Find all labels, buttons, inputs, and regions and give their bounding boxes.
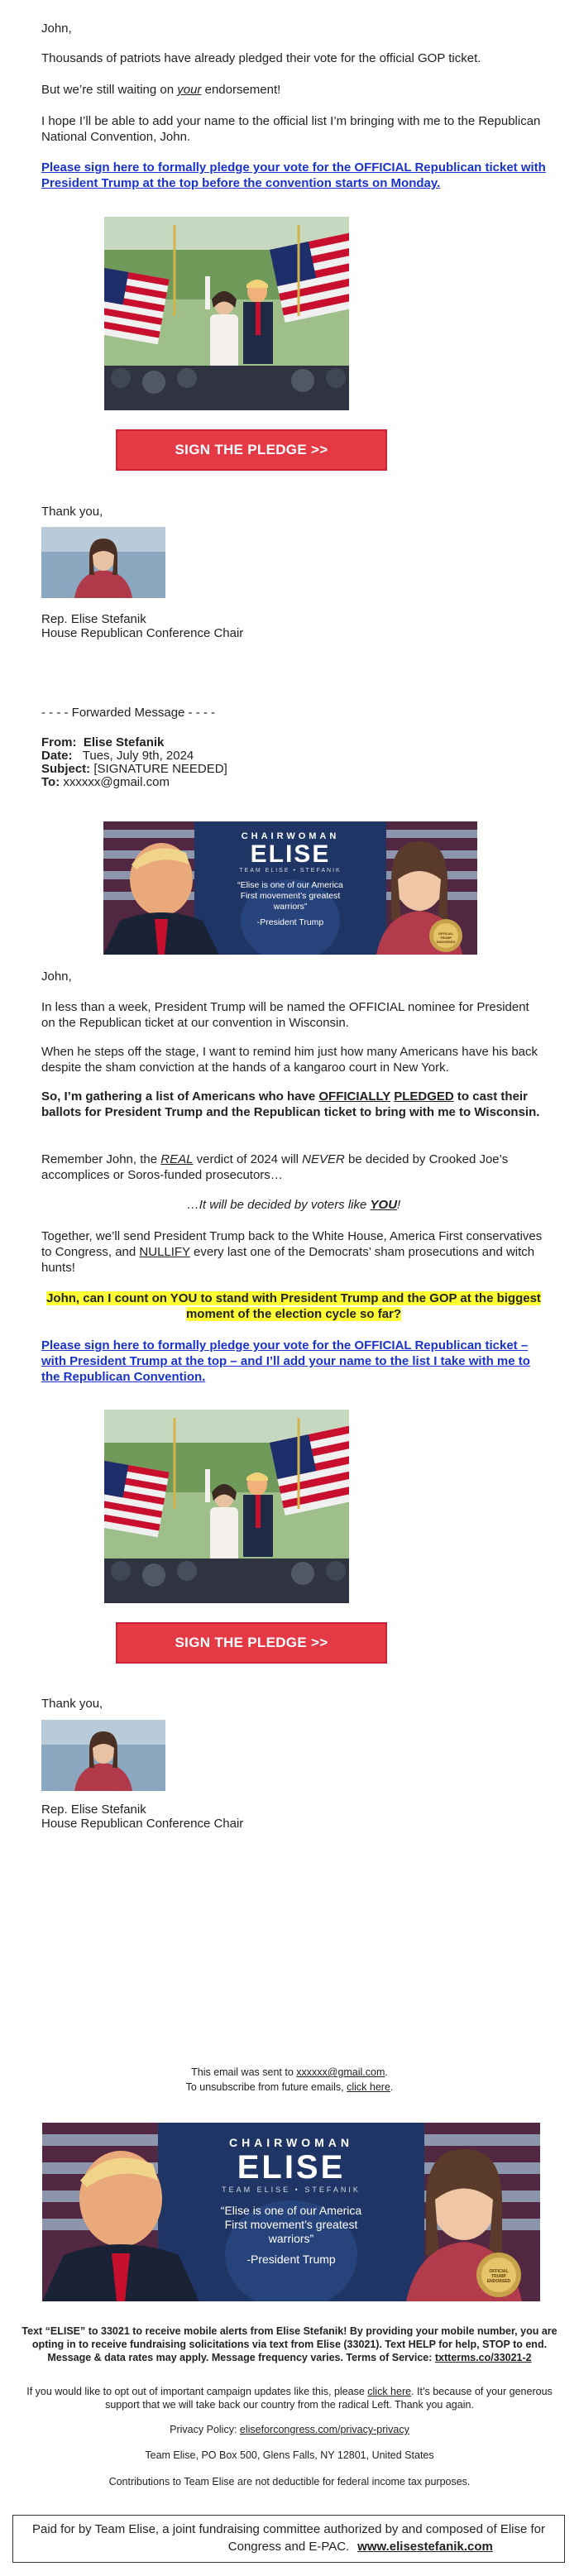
greeting-2: John, [41, 970, 72, 984]
banner2-attribution: -President Trump [246, 2253, 336, 2266]
paragraph-1: Thousands of patriots have already pledged their vote for the official GOP ticket. [41, 51, 481, 65]
pledge-link-1[interactable]: Please sign here to formally pledge your vote for the OFFICIAL Republican ticket with President Trump at the top before the convention starts on Monday. [41, 160, 546, 190]
banner-quote: “Elise is one of our America First movement’s greatest warriors” [237, 880, 343, 912]
signature-name: Rep. Elise Stefanik [41, 612, 146, 626]
optout-link[interactable]: click here [367, 2386, 412, 2397]
paragraph-2: But we’re still waiting on your endorsement! [41, 83, 281, 97]
body2-p5: …It will be decided by voters like YOU! [186, 1198, 401, 1212]
rally-photo-2 [104, 1410, 349, 1603]
body2-p4: Remember John, the REAL verdict of 2024 will NEVER be decided by Crooked Joe’s accomplices or Soros-funded prosecutors… [41, 1152, 509, 1182]
endorsement-banner-2 [42, 2123, 540, 2301]
signature-title: House Republican Conference Chair [41, 626, 244, 640]
sms-disclaimer: Text “ELISE” to 33021 to receive mobile alerts from Elise Stefanik! By providing your mobile number, you are opting in to receive fundraising solicitations via text from Elise (33021). Text HELP for help, STOP to end. Message & data rates may apply. Message frequency varies. Terms of Service: txtterms.co/33021-2 [22, 2325, 557, 2363]
paid-for-text: Paid for by Team Elise, a joint fundraising committee authorized by and composed of Elise for Congress and E-PAC. [31, 2522, 546, 2554]
optout-line: If you would like to opt out of important campaign updates like this, please click here. It’s because of your generous support that we will take back our country from the radical Left. Thank you again. [26, 2386, 553, 2411]
website-link[interactable]: www.elisestefanik.com [357, 2540, 493, 2554]
thank-you-2: Thank you, [41, 1697, 103, 1711]
elise-headshot-1 [41, 527, 165, 598]
sms-terms-link[interactable]: txtterms.co/33021-2 [434, 2352, 532, 2363]
sign-pledge-button-2[interactable]: SIGN THE PLEDGE >> [116, 1622, 387, 1664]
banner2-overline: CHAIRWOMAN [228, 2136, 354, 2149]
rally-photo-1 [104, 217, 349, 410]
unsubscribe-link[interactable]: click here [347, 2081, 390, 2093]
body2-p3: So, I’m gathering a list of Americans who have OFFICIALLY PLEDGED to cast their ballots for President Trump and the Republican ticket to bring with me to Wisconsin. [41, 1089, 540, 1119]
sent-to-line: This email was sent to xxxxxx@gmail.com. [191, 2066, 388, 2078]
elise-headshot-2 [41, 1720, 165, 1791]
banner2-quote: “Elise is one of our America First movement’s greatest warriors” [220, 2204, 362, 2245]
forward-meta: From: Elise Stefanik Date: Tues, July 9th, 2024 Subject: [SIGNATURE NEEDED] To: xxxxxx@gmail.com [41, 735, 227, 789]
banner2-seal-text: OFFICIAL TRUMP ENDORSED [486, 2269, 511, 2284]
body2-p1: In less than a week, President Trump will be named the OFFICIAL nominee for President on the Republican ticket at our convention in Wisconsin. [41, 1000, 529, 1030]
privacy-link[interactable]: eliseforcongress.com/privacy-privacy [239, 2424, 409, 2435]
pledge-link-2[interactable]: Please sign here to formally pledge your vote for the OFFICIAL Republican ticket – with President Trump at the top – and I’ll add your name to the list I take with me to the Republican Convention. [41, 1338, 530, 1384]
banner2-name: ELISE [237, 2149, 346, 2186]
thank-you: Thank you, [41, 505, 103, 519]
banner-seal-text: OFFICIAL TRUMP ENDORSED [436, 931, 456, 944]
paid-for-box [12, 2515, 565, 2563]
banner-overline: CHAIRWOMAN [241, 831, 340, 841]
banner-name: ELISE [250, 840, 331, 868]
paragraph-3: I hope I’ll be able to add your name to the official list I’m bringing with me to the Republican National Convention, John. [41, 114, 541, 144]
banner-subline: TEAM ELISE • STEFANIK [239, 868, 342, 874]
address-line: Team Elise, PO Box 500, Glens Falls, NY 12801, United States [145, 2449, 434, 2461]
signature-name-2: Rep. Elise Stefanik [41, 1803, 146, 1817]
body2-p6: Together, we’ll send President Trump back to the White House, America First conservatives to Congress, and NULLIFY every last one of the Democrats’ sham prosecutions and witch hunts! [41, 1229, 543, 1275]
banner2-subline: TEAM ELISE • STEFANIK [222, 2186, 361, 2194]
banner-attribution: -President Trump [256, 917, 324, 927]
forward-header: - - - - Forwarded Message - - - - [41, 706, 216, 720]
greeting: John, [41, 22, 72, 36]
contribution-note: Contributions to Team Elise are not deductible for federal income tax purposes. [108, 2476, 471, 2487]
body2-p2: When he steps off the stage, I want to remind him just how many Americans have his back despite the sham conviction at the hands of a kangaroo court in New York. [41, 1045, 538, 1075]
highlight-ask: John, can I count on YOU to stand with President Trump and the GOP at the biggest moment of the election cycle so far? [46, 1291, 541, 1321]
privacy-line: Privacy Policy: eliseforcongress.com/privacy-privacy [170, 2424, 409, 2435]
unsubscribe-line: To unsubscribe from future emails, click here. [185, 2081, 394, 2093]
signature-title-2: House Republican Conference Chair [41, 1817, 244, 1831]
endorsement-banner-1 [103, 821, 477, 955]
sign-pledge-button-1[interactable]: SIGN THE PLEDGE >> [116, 429, 387, 471]
